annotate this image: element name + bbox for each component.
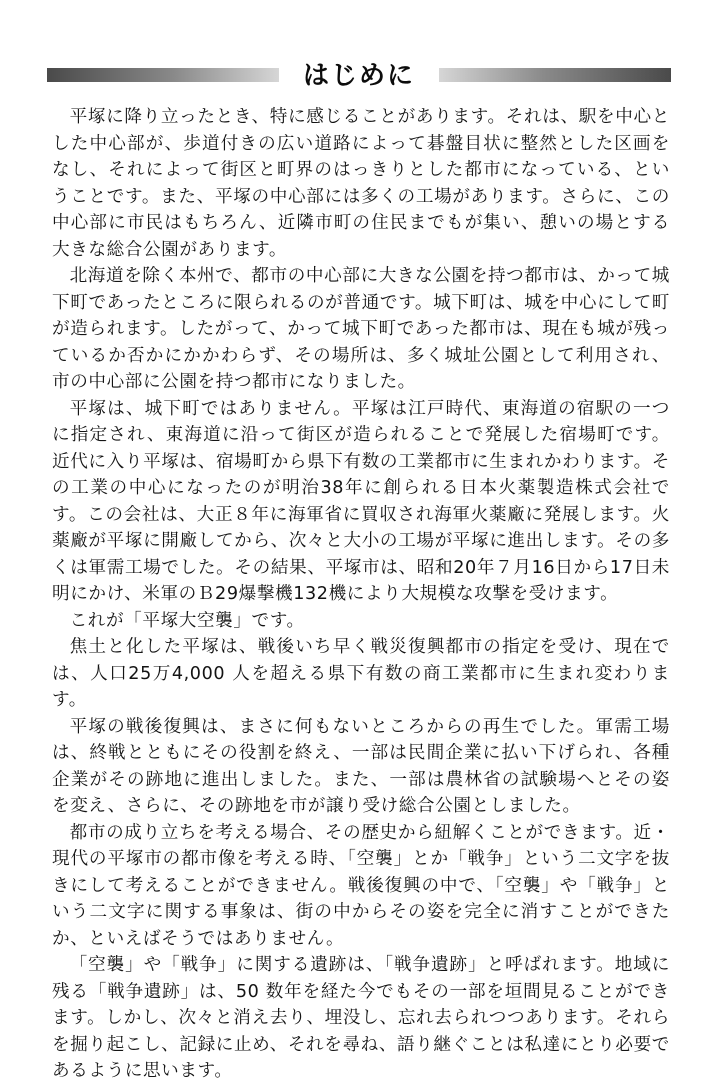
title-decoration-left xyxy=(47,68,279,82)
paragraph: 北海道を除く本州で、都市の中心部に大きな公園を持つ都市は、かって城下町であったところに限られるのが普通です。城下町は、城を中心にして町が造られます。したがって、かって城下町であった都市は、現在も城が残っているか否かにかかわらず、その場所は、多く城址公園として利用され、市の中心部に公園を持つ都市になりました。 xyxy=(52,266,670,392)
paragraph: 焦土と化した平塚は、戦後いち早く戦災復興都市の指定を受け、現在では、人口25万4,000 人を超える県下有数の商工業都市に生まれ変わります。 xyxy=(52,637,670,710)
title-band xyxy=(47,62,671,90)
paragraph: 平塚に降り立ったとき、特に感じることがあります。それは、駅を中心とした中心部が、歩道付きの広い道路によって碁盤目状に整然とした区画をなし、それによって街区と町界のはっきりとした都市になっている、ということです。また、平塚の中心部には多くの工場があります。さらに、この中心部に市民はもちろん、近隣市町の住民までもが集い、憩いの場とする大きな総合公園があります。 xyxy=(52,107,670,260)
page-title: はじめに xyxy=(302,61,415,91)
paragraph: 平塚は、城下町ではありません。平塚は江戸時代、東海道の宿駅の一つに指定され、東海道に沿って街区が造られることで発展した宿場町です。近代に入り平塚は、宿場町から県下有数の工業都市に生まれかわります。その工業の中心になったのが明治38年に創られる日本火薬製造株式会社です。この会社は、大正８年に海軍省に買収され海軍火薬廠に発展します。火薬廠が平塚に開廠してから、次々と大小の工場が平塚に進出します。その多くは軍需工場でした。その結果、平塚市は、昭和20年７月16日から17日未明にかけ、米軍のＢ29爆撃機132機により大規模な攻撃を受けます。 xyxy=(52,398,670,604)
title-decoration-right xyxy=(439,68,671,82)
paragraph: 「空襲」や「戦争」に関する遺跡は、「戦争遺跡」と呼ばれます。地域に残る「戦争遺跡」は、50 数年を経た今でもその一部を垣間見ることができます。しかし、次々と消え去り、埋没し、忘れ去られつつあります。それらを掘り起こし、記録に止め、それを尋ね、語り継ぐことは私達にとり必要であるように思います。 xyxy=(52,955,670,1081)
paragraph: これが「平塚大空襲」です。 xyxy=(69,610,305,631)
paragraph: 平塚の戦後復興は、まさに何もないところからの再生でした。軍需工場は、終戦とともにその役割を終え、一部は民間企業に払い下げられ、各種企業がその跡地に進出しました。また、一部は農林省の試験場へとその姿を変え、さらに、その跡地を市が譲り受け総合公園としました。 xyxy=(52,716,670,816)
paragraph: 都市の成り立ちを考える場合、その歴史から紐解くことができます。近・現代の平塚市の都市像を考える時、「空襲」とか「戦争」という二文字を抜きにして考えることができません。戦後復興の中で、「空襲」や「戦争」という二文字に関する事象は、街の中からその姿を完全に消すことができたか、といえばそうではありません。 xyxy=(52,822,670,949)
body-text xyxy=(52,104,670,1085)
